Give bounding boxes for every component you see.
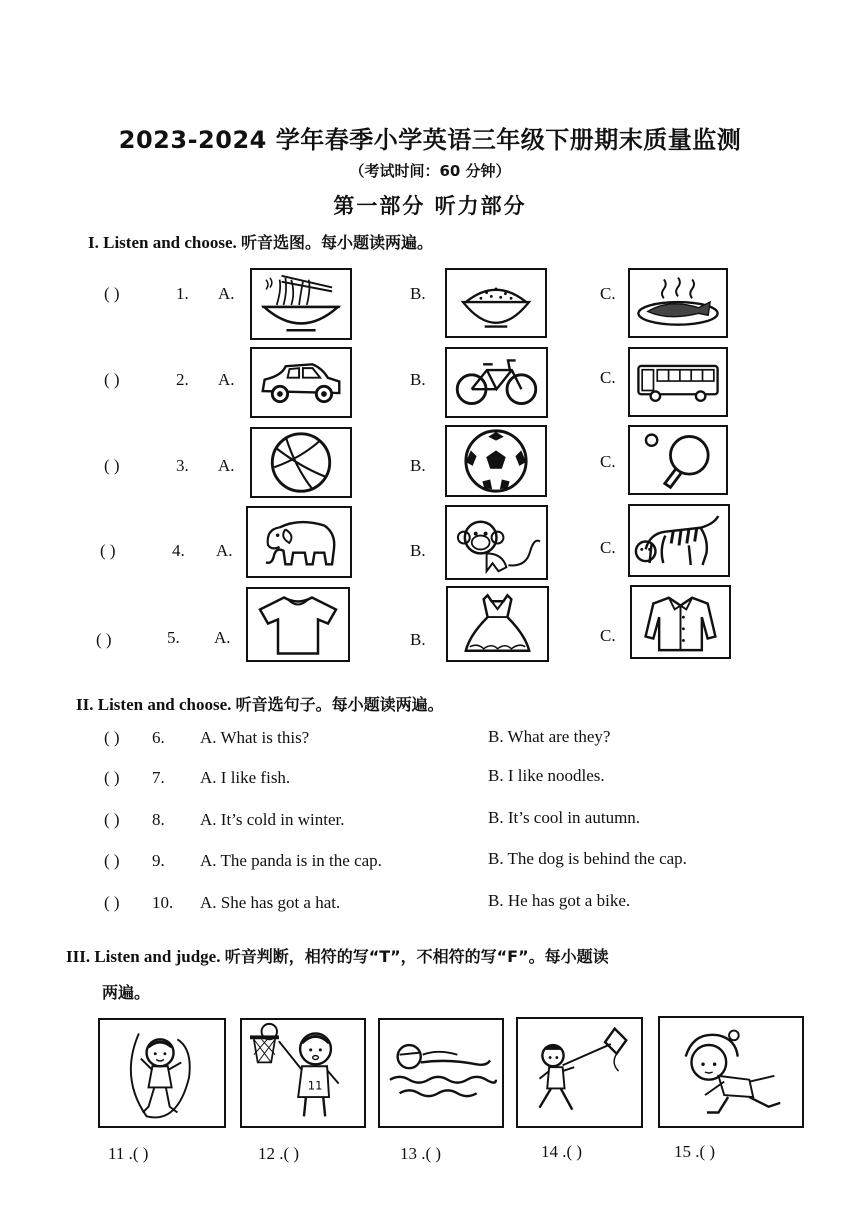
ping-pong-picture[interactable] (628, 425, 728, 495)
tiger-picture[interactable] (628, 504, 730, 577)
section-2-title-cn: 听音选句子。每小题读两遍。 (235, 695, 444, 714)
question-7-option-b: B. I like noodles. (488, 766, 605, 785)
question-3-option-a-label: A. (218, 456, 235, 475)
question-9-bracket[interactable]: ( ) (104, 851, 120, 870)
question-2-option-b-label: B. (410, 370, 426, 389)
question-15-label[interactable]: 15 .( ) (674, 1142, 716, 1161)
rice-bowl-picture[interactable] (445, 268, 547, 338)
section-1-title-cn: 听音选图。每小题读两遍。 (241, 233, 434, 252)
question-12-label[interactable]: 12 .( ) (258, 1144, 300, 1163)
basketball-boy-picture[interactable] (240, 1018, 366, 1128)
section-3-title-cn-line1: 听音判断，相符的写“T”，不相符的写“F”。每小题读 (224, 947, 609, 966)
skater-picture[interactable] (658, 1016, 804, 1128)
elephant-picture[interactable] (246, 506, 352, 578)
question-4-option-a-label: A. (216, 541, 233, 560)
bus-icon (630, 349, 726, 415)
question-9-number: 9. (152, 851, 165, 870)
shirt-icon (632, 587, 729, 657)
question-6-option-b: B. What are they? (488, 727, 611, 746)
question-8-option-a: A. It’s cold in winter. (200, 810, 345, 829)
bus-picture[interactable] (628, 347, 728, 417)
question-7-option-a: A. I like fish. (200, 768, 291, 787)
noodles-bowl-icon (252, 270, 350, 338)
question-4-option-b-label: B. (410, 541, 426, 560)
question-11-label[interactable]: 11 .( ) (108, 1144, 149, 1163)
swimmer-picture[interactable] (378, 1018, 504, 1128)
question-10-option-a: A. She has got a hat. (200, 893, 341, 912)
noodles-bowl-picture[interactable] (250, 268, 352, 340)
question-2-number: 2. (176, 370, 189, 389)
question-10-bracket[interactable]: ( ) (104, 893, 120, 912)
question-3-option-b-label: B. (410, 456, 426, 475)
question-8-bracket[interactable]: ( ) (104, 810, 120, 829)
bike-picture[interactable] (445, 347, 548, 418)
question-1-bracket[interactable]: ( ) (104, 284, 120, 303)
question-7-number: 7. (152, 768, 165, 787)
tiger-icon (630, 506, 728, 575)
rice-bowl-icon (447, 270, 545, 336)
question-5-number: 5. (167, 628, 180, 647)
section-3-title (66, 944, 609, 967)
question-8-option-b: B. It’s cool in autumn. (488, 808, 641, 827)
question-1-option-c-label: C. (600, 284, 616, 303)
question-6-option-a: A. What is this? (200, 728, 310, 747)
dress-icon (448, 588, 547, 660)
exam-duration: （考试时间：60 分钟） (349, 162, 511, 180)
fish-plate-icon (630, 270, 726, 336)
question-9-option-b: B. The dog is behind the cap. (488, 849, 687, 868)
question-6-bracket[interactable]: ( ) (104, 728, 120, 747)
monkey-picture[interactable] (445, 505, 548, 580)
dress-picture[interactable] (446, 586, 549, 662)
kite-boy-picture[interactable] (516, 1017, 643, 1128)
football-icon (447, 427, 545, 495)
question-4-option-c-label: C. (600, 538, 616, 557)
question-1-option-a-label: A. (218, 284, 235, 303)
question-1-number: 1. (176, 284, 189, 303)
section-2-title (76, 692, 444, 715)
section-1-title (88, 230, 433, 253)
question-10-number: 10. (152, 893, 174, 912)
part-heading: 第一部分 听力部分 (333, 194, 527, 218)
section-1-title-en: I. Listen and choose. (88, 233, 237, 252)
section-2-title-en: II. Listen and choose. (76, 695, 232, 714)
elephant-icon (248, 508, 350, 576)
section-3-title-cn-line2: 两遍。 (102, 983, 151, 1002)
car-icon (252, 349, 350, 416)
basketball-icon (252, 429, 350, 496)
question-9-option-a: A. The panda is in the cap. (200, 851, 382, 870)
question-7-bracket[interactable]: ( ) (104, 768, 120, 787)
football-picture[interactable] (445, 425, 547, 497)
skater-icon (660, 1018, 802, 1126)
question-13-label[interactable]: 13 .( ) (400, 1144, 442, 1163)
question-2-option-c-label: C. (600, 368, 616, 387)
question-5-option-a-label: A. (214, 628, 231, 647)
fish-plate-picture[interactable] (628, 268, 728, 338)
question-3-number: 3. (176, 456, 189, 475)
question-4-bracket[interactable]: ( ) (100, 541, 116, 560)
t-shirt-picture[interactable] (246, 587, 350, 662)
swimmer-icon (380, 1020, 502, 1126)
question-2-bracket[interactable]: ( ) (104, 370, 120, 389)
question-3-bracket[interactable]: ( ) (104, 456, 120, 475)
basketball-picture[interactable] (250, 427, 352, 498)
question-14-label[interactable]: 14 .( ) (541, 1142, 583, 1161)
car-picture[interactable] (250, 347, 352, 418)
exam-title: 2023-2024 学年春季小学英语三年级下册期末质量监测 (118, 126, 742, 154)
section-3-title-en: III. Listen and judge. (66, 947, 221, 966)
question-5-option-b-label: B. (410, 630, 426, 649)
question-4-number: 4. (172, 541, 185, 560)
question-10-option-b: B. He has got a bike. (488, 891, 631, 910)
question-8-number: 8. (152, 810, 165, 829)
shirt-picture[interactable] (630, 585, 731, 659)
question-2-option-a-label: A. (218, 370, 235, 389)
monkey-icon (447, 507, 546, 578)
question-3-option-c-label: C. (600, 452, 616, 471)
question-5-option-c-label: C. (600, 626, 616, 645)
jump-rope-girl-picture[interactable] (98, 1018, 226, 1128)
question-6-number: 6. (152, 728, 165, 747)
bike-icon (447, 349, 546, 416)
ping-pong-icon (630, 427, 726, 493)
kite-boy-icon (518, 1019, 641, 1126)
basketball-boy-icon (242, 1020, 364, 1126)
question-5-bracket[interactable]: ( ) (96, 630, 112, 649)
svg-text:11: 11 (307, 1078, 323, 1093)
question-1-option-b-label: B. (410, 284, 426, 303)
jump-rope-girl-icon (100, 1020, 224, 1126)
t-shirt-icon (248, 589, 348, 660)
